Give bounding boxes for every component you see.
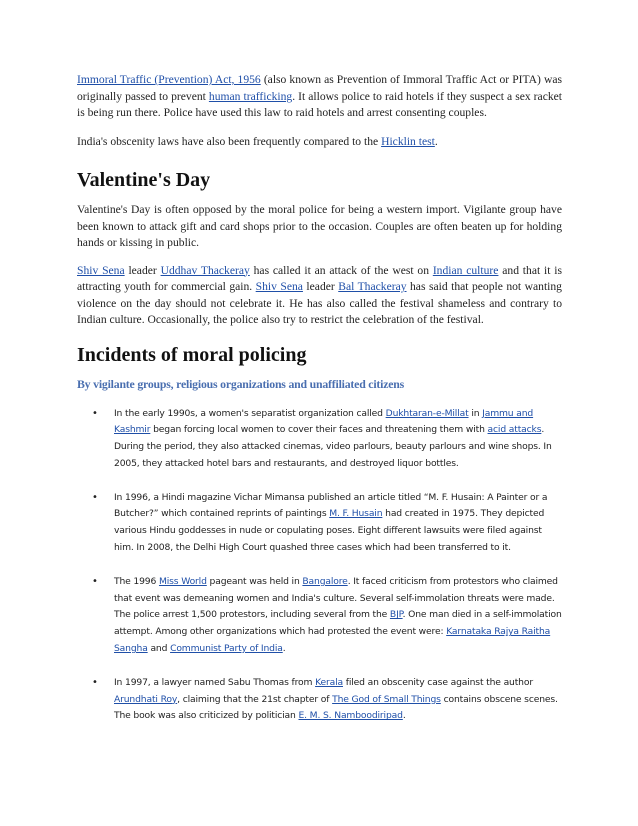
link-god-of-small-things[interactable]: The God of Small Things	[332, 693, 441, 705]
link-kerala[interactable]: Kerala	[315, 676, 343, 688]
valentines-paragraph-2: Shiv Sena leader Uddhav Thackeray has called it an attack of the west on Indian culture and that it is attracting youth for commercial gain. Shiv Sena leader Bal Thackeray has said that people not wanting violence on the day should not celebrate it. He has also called the festival shameless and contrary to Indian culture. Occasionally, the police also try to restrict the celebration of the festival.	[77, 263, 562, 326]
link-shiv-sena[interactable]: Shiv Sena	[77, 263, 125, 277]
link-bal-thackeray[interactable]: Bal Thackeray	[338, 280, 407, 293]
valentines-paragraph-1: Valentine's Day is often opposed by the moral police for being a western import. Vigilante group have been known to attack gift and card shops prior to the occasion. Couples are often beaten up for holding hands or kissing in public.	[77, 203, 562, 249]
incidents-heading: Incidents of moral policing	[77, 343, 307, 366]
link-immoral-traffic-act[interactable]: Immoral Traffic (Prevention) Act, 1956	[77, 73, 261, 86]
link-miss-world[interactable]: Miss World	[158, 575, 207, 587]
incidents-subheading: By vigilante groups, religious organizations and unaffiliated citizens	[77, 376, 405, 391]
link-karnataka-rajya-raitha-sangha[interactable]: Karnataka Rajya Raitha Sangha	[114, 626, 551, 655]
list-item: • In 1997, a lawyer named Sabu Thomas from Kerala filed an obscenity case against the author Arundhati Roy, claiming that the 21st chapter of The God of Small Things contains obscene scenes. The book was also criticized by politician E. M. S. Namboodiripad.	[92, 676, 558, 722]
bullet-icon: •	[92, 575, 98, 587]
link-mf-husain[interactable]: M. F. Husain	[329, 508, 383, 520]
incidents-list	[77, 406, 562, 726]
link-uddhav-thackeray[interactable]: Uddhav Thackeray	[160, 263, 250, 277]
bullet-icon: •	[92, 407, 98, 419]
bullet-icon: •	[92, 676, 98, 688]
pita-paragraph: Immoral Traffic (Prevention) Act, 1956 (also known as Prevention of Immoral Traffic Act or PITA) was originally passed to prevent human trafficking. It allows police to raid hotels if they suspect a sex racket is being run there. Police have used this law to raid hotels and arrest consenting couples.	[77, 73, 563, 119]
link-hicklin-test[interactable]: Hicklin test	[381, 134, 435, 148]
list-item: • In 1996, a Hindi magazine Vichar Mimansa published an article titled “M. F. Husain: A Painter or a Butcher?” which contained reprints of paintings M. F. Husain had created in 1975. They depicted various Hindu goddesses in nude or copulating poses. Eight different lawsuits were filed against him. In 2008, the Delhi High Court quashed three cases which had been transferred to it.	[92, 491, 548, 554]
link-acid-attacks[interactable]: acid attacks	[487, 424, 542, 436]
link-jammu-and-kashmir[interactable]: Jammu and Kashmir	[114, 407, 534, 436]
list-item: • The 1996 Miss World pageant was held in Bangalore. It faced criticism from protestors who claimed that event was demeaning women and India's culture. Several self-immolation threats were made. The police arrest 1,500 protestors, including several from the BJP. One man died in a self-immolation attempt. Among other organizations which had protested the event were: Karnataka Rajya Raitha Sangha and Communist Party of India.	[92, 575, 562, 655]
link-dukhtaran-e-millat[interactable]: Dukhtaran-e-Millat	[385, 407, 469, 419]
list-item: • In the early 1990s, a women's separatist organization called Dukhtaran-e-Millat in Jammu and Kashmir began forcing local women to cover their faces and threatening them with acid attacks. During the period, they also attacked cinemas, video parlours, beauty parlours and wine shops. In 2005, they attacked hotel bars and restaurants, and destroyed liquor bottles.	[92, 407, 552, 469]
link-bjp[interactable]: BJP	[389, 609, 403, 621]
link-indian-culture[interactable]: Indian culture	[432, 263, 499, 277]
link-bangalore[interactable]: Bangalore	[302, 575, 348, 587]
document-page	[77, 72, 562, 742]
link-communist-party-of-india[interactable]: Communist Party of India	[170, 643, 283, 655]
link-shiv-sena-2[interactable]: Shiv Sena	[255, 280, 303, 293]
bullet-icon: •	[92, 491, 98, 503]
link-human-trafficking[interactable]: human trafficking	[208, 89, 293, 103]
link-arundhati-roy[interactable]: Arundhati Roy	[114, 693, 178, 705]
obscenity-paragraph: India's obscenity laws have also been frequently compared to the Hicklin test.	[77, 134, 438, 148]
link-ems-namboodiripad[interactable]: E. M. S. Namboodiripad	[298, 710, 403, 722]
valentines-day-heading: Valentine's Day	[77, 169, 211, 191]
